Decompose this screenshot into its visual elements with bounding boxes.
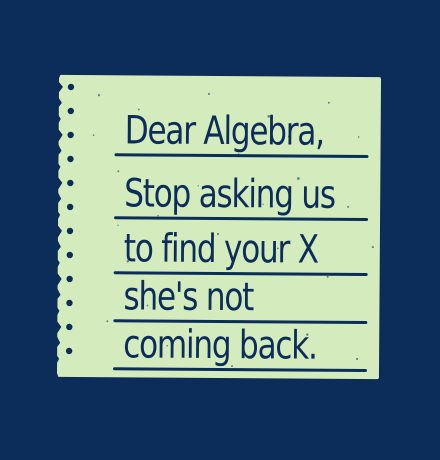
note-greeting: Dear Algebra, — [124, 108, 324, 155]
note-line: coming back. — [123, 322, 317, 369]
note-line: to find your X — [123, 226, 318, 273]
note-line: she's not — [123, 274, 254, 321]
note-line: Stop asking us — [124, 171, 335, 218]
notebook-paper — [57, 75, 381, 379]
torn-spiral-edge — [53, 73, 85, 379]
